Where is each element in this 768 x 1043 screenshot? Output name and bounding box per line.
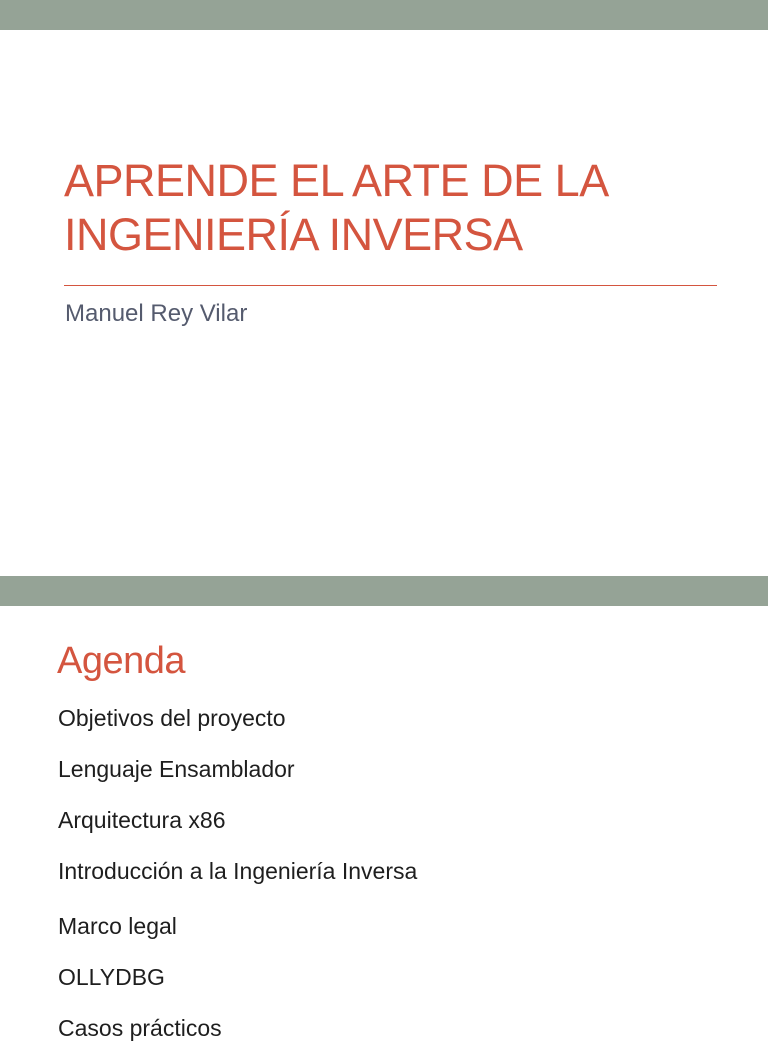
slide-1-subtitle: Manuel Rey Vilar — [65, 300, 248, 327]
title-line-2: INGENIERÍA INVERSA — [64, 209, 523, 260]
slide-2-title: Agenda — [57, 640, 186, 682]
agenda-item: Arquitectura x86 — [58, 807, 226, 833]
agenda-item: Introducción a la Ingeniería Inversa — [58, 858, 418, 884]
slide-2-header-band — [0, 576, 768, 606]
agenda-item: Objetivos del proyecto — [58, 705, 286, 731]
agenda-item: Lenguaje Ensamblador — [58, 756, 295, 782]
agenda-item: Casos prácticos — [58, 1015, 222, 1041]
slide-1-header-band — [0, 0, 768, 30]
slide-1-title — [64, 154, 744, 262]
agenda-item: OLLYDBG — [58, 964, 165, 990]
agenda-item: Marco legal — [58, 913, 177, 939]
title-divider — [64, 285, 717, 286]
agenda-list — [58, 704, 417, 1043]
title-line-1: APRENDE EL ARTE DE LA — [64, 155, 609, 206]
